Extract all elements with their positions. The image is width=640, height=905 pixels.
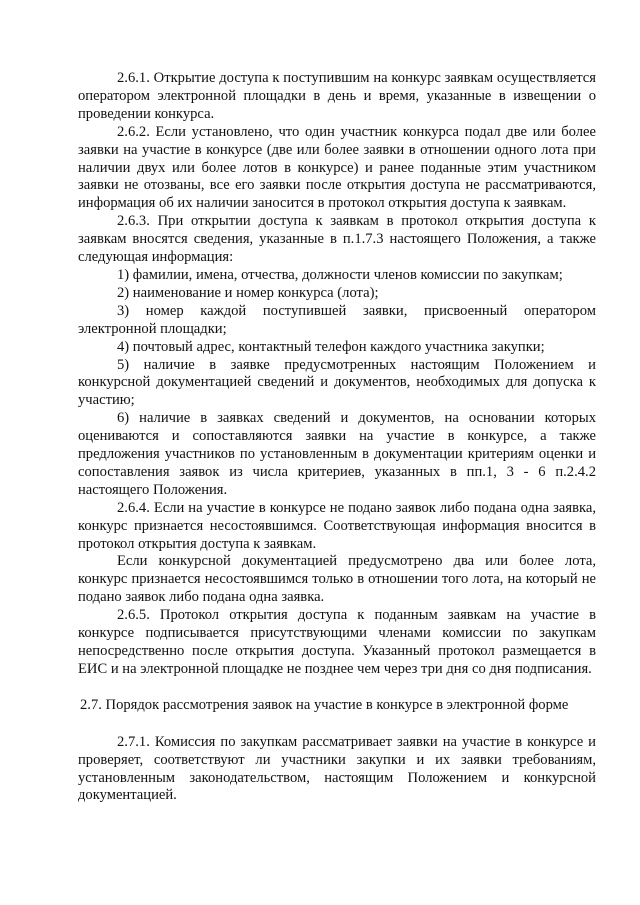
list-item-5: 5) наличие в заявке предусмотренных настоящим Положением и конкурсной документацией сведений и документов, необходимых для допуска к участию; xyxy=(78,356,596,409)
paragraph-2-6-5: 2.6.5. Протокол открытия доступа к поданным заявкам на участие в конкурсе подписывается присутствующими членами комиссии по закупкам непосредственно после открытия доступа. Указанный протокол размещается в ЕИС и на электронной площадке не позднее чем через три дня со дня подписания. xyxy=(78,607,596,677)
paragraph-2-6-3: 2.6.3. При открытии доступа к заявкам в протокол открытия доступа к заявкам вносятся сведения, указанные в п.1.7.3 настоящего Положения, а также следующая информация: xyxy=(78,213,596,266)
list-item-2: 2) наименование и номер конкурса (лота); xyxy=(117,284,379,301)
section-heading-2-7: 2.7. Порядок рассмотрения заявок на участие в конкурсе в электронной форме xyxy=(80,696,569,713)
list-item-4: 4) почтовый адрес, контактный телефон каждого участника закупки; xyxy=(117,338,545,355)
paragraph-lots-note: Если конкурсной документацией предусмотрено два или более лота, конкурс признается несостоявшимся только в отношении того лота, на который не подано заявок либо подана одна заявка. xyxy=(78,553,596,606)
paragraph-2-6-2: 2.6.2. Если установлено, что один участник конкурса подал две или более заявки на участие в конкурсе (две или более заявки в отношении одного лота при наличии двух или более лотов в конкурсе) и ранее поданные этим участником заявки не отозваны, все его заявки после открытия доступа не рассматриваются, информация об их наличии заносится в протокол открытия доступа к заявкам. xyxy=(78,123,596,212)
list-item-3: 3) номер каждой поступившей заявки, присвоенный оператором электронной площадки; xyxy=(78,302,596,337)
document-body xyxy=(78,70,596,805)
list-item-1: 1) фамилии, имена, отчества, должности членов комиссии по закупкам; xyxy=(117,266,563,283)
paragraph-2-7-1: 2.7.1. Комиссия по закупкам рассматривает заявки на участие в конкурсе и проверяет, соответствуют ли участники закупки и их заявки требованиям, установленным законодательством, настоящим Положением и конкурсной документацией. xyxy=(78,733,596,804)
list-item-6: 6) наличие в заявках сведений и документов, на основании которых оцениваются и сопоставляются заявки на участие в конкурсе, а также предложения участников по установленным в документации критериям оценки и сопоставления заявок из числа критериев, указанных в пп.1, 3 - 6 п.2.4.2 настоящего Положения. xyxy=(78,410,596,498)
paragraph-2-6-4: 2.6.4. Если на участие в конкурсе не подано заявок либо подана одна заявка, конкурс признается несостоявшимся. Соответствующая информация вносится в протокол открытия доступа к заявкам. xyxy=(78,499,596,552)
paragraph-2-6-1: 2.6.1. Открытие доступа к поступившим на конкурс заявкам осуществляется оператором электронной площадки в день и время, указанные в извещении о проведении конкурса. xyxy=(78,70,596,122)
